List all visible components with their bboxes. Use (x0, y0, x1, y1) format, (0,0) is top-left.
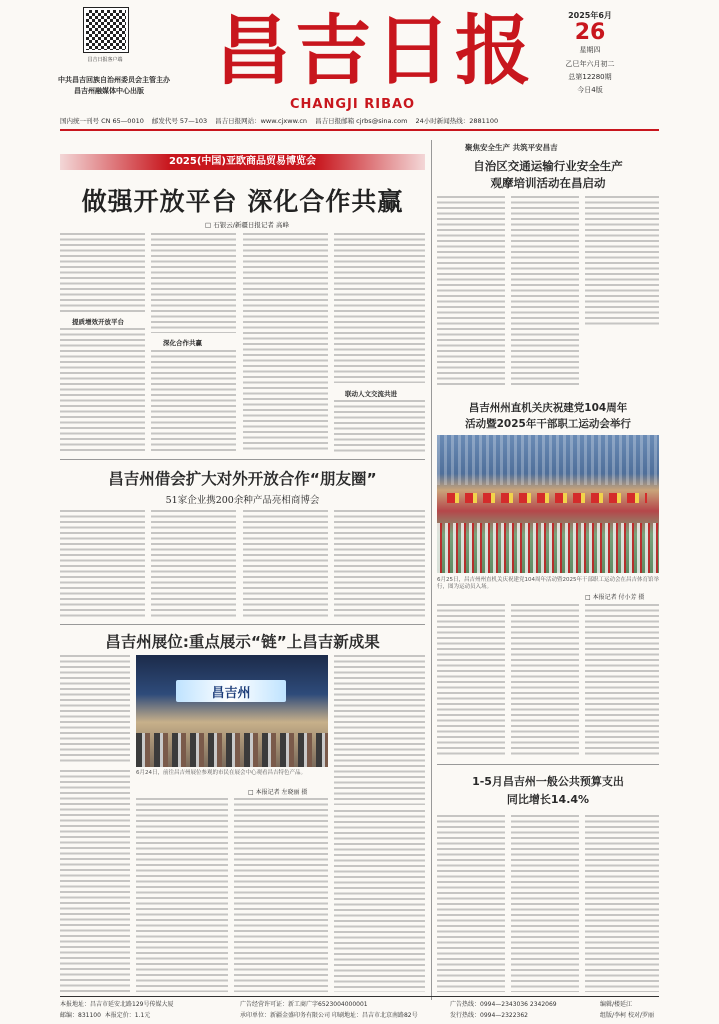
expo-banner-text: 2025(中国)亚欧商品贸易博览会 (169, 156, 316, 167)
story4-col-1 (437, 815, 505, 992)
lead-subhead-3: 联动人文交流共进 (345, 390, 397, 398)
right1-kicker: 聚焦安全生产 共筑平安昌吉 (465, 143, 558, 152)
lead-subhead-1: 提质增效开放平台 (72, 318, 124, 326)
page-count: 今日4版 (577, 86, 603, 94)
lead-byline: □ 石银云/新疆日报记者 高峰 (205, 221, 289, 229)
lead-col-4 (334, 233, 425, 383)
right1-col-3 (585, 196, 659, 326)
footer-col-1 (60, 999, 173, 1019)
right2-headline-2: 活动暨2025年干部职工运动会举行 (465, 418, 631, 430)
lead-subhead-2: 深化合作共赢 (163, 339, 202, 347)
right2-caption: 6月25日，昌吉州州直机关庆祝建党104周年活动暨2025年干部职工运动会在昌吉体育馆举行，图为运动员入场。 (437, 577, 659, 590)
right2-photo-credit: □ 本报记者 付小芳 摄 (585, 594, 645, 601)
footer (60, 999, 659, 1021)
footer-postcode-price (60, 1010, 173, 1019)
qr-label: 昌吉日报客户端 (87, 57, 123, 63)
right1-headline-1: 自治区交通运输行业安全生产 (473, 159, 623, 173)
info-cn: 国内统一刊号 CN 65—0010 (60, 117, 144, 125)
story2-col-2 (151, 510, 236, 620)
footer-layout-check (600, 1010, 654, 1019)
lead-headline: 做强开放平台 深化合作共赢 (81, 187, 404, 216)
booth-photo (136, 655, 328, 767)
story2-headline: 昌吉州借会扩大对外开放合作“朋友圈” (108, 470, 377, 488)
footer-price: 本报定价：1.1元 (104, 1012, 151, 1019)
right1-headline-2: 观摩培训活动在昌启动 (490, 176, 606, 190)
right2-col-1 (437, 604, 505, 756)
footer-print: 承印单位：新疆金盛印务有限公司 (240, 1012, 331, 1019)
qr-code (84, 8, 128, 52)
footer-printer (240, 1010, 418, 1019)
footer-ad-phone: 广告热线：0994—2343036 2342069 (450, 1001, 557, 1008)
footer-address: 本报地址：昌吉市延安北路129号传媒大厦 (60, 1001, 174, 1008)
story2-col-3 (243, 510, 328, 620)
footer-print-address: 印刷地址：昌吉市北京南路82号 (331, 1012, 418, 1019)
visitor-crowd (136, 733, 328, 767)
story2-rule (60, 459, 425, 460)
story2-subhead: 51家企业携200余种产品亮相商博会 (165, 495, 320, 506)
booth-sign-text: 昌吉州 (211, 686, 251, 701)
lead-col-2 (151, 233, 236, 333)
story4-col-3 (585, 815, 659, 992)
footer-dist-phone: 发行热线：0994—2322362 (450, 1012, 528, 1019)
stadium-seats (437, 435, 659, 485)
story3-col-2b (136, 798, 228, 992)
story3-col-4b (334, 810, 425, 992)
right1-col-2 (511, 196, 579, 386)
lunar-date: 乙巳年六月初二 (565, 60, 615, 68)
story3-col-4 (334, 655, 425, 805)
info-email: 昌吉日报邮箱 cjrbs@sina.com (315, 117, 408, 125)
footer-col-4 (600, 999, 654, 1019)
story3-caption: 6月24日，前往昌吉州展位参观的市民在展会中心观看昌吉特色产品。 (136, 770, 307, 776)
athlete-ranks (437, 523, 659, 573)
story3-headline: 昌吉州展位:重点展示“链”上昌吉新成果 (105, 633, 380, 651)
lead-col-2b (151, 350, 236, 453)
masthead-title: 昌吉日报 (215, 6, 535, 95)
sponsor-line-1: 中共昌吉回族自治州委员会主管主办 (58, 76, 170, 84)
footer-rule (60, 996, 659, 997)
story3-col-1b (60, 770, 130, 992)
story4-col-2 (511, 815, 579, 992)
footer-col-2 (240, 999, 418, 1019)
story2-col-4 (334, 510, 425, 620)
footer-ad-license: 广告经营许可证：新工商广字6523004000001 (240, 1001, 368, 1008)
date-year-month: 2025年6月 (568, 11, 612, 20)
story4-rule (437, 764, 659, 765)
story3-col-1 (60, 655, 130, 765)
story3-col-3b (234, 798, 328, 992)
date-day: 26 (574, 20, 606, 45)
flag-row (447, 493, 647, 503)
story4-headline-2: 同比增长14.4% (506, 793, 590, 806)
story4-headline-1: 1-5月昌吉州一般公共预算支出 (472, 775, 624, 788)
footer-layout: 组版/李柯 (600, 1012, 627, 1019)
info-web: 昌吉日报网站：www.cjxww.cn (215, 117, 308, 125)
info-bar (60, 116, 659, 125)
date-block (545, 10, 635, 95)
weekday: 星期四 (579, 46, 601, 54)
info-hotline: 24小时新闻热线：2881100 (415, 117, 499, 125)
footer-postcode: 邮编：831100 (60, 1012, 101, 1019)
right2-col-3 (585, 604, 659, 756)
footer-col-3 (450, 999, 557, 1019)
right2-col-2 (511, 604, 579, 756)
sponsor-line-2: 昌吉州融媒体中心出版 (74, 87, 144, 95)
masthead-pinyin: CHANGJI RIBAO (290, 97, 416, 112)
masthead-rule (60, 129, 659, 131)
lead-col-3 (243, 233, 328, 453)
footer-check: 校对/罗丽 (627, 1012, 654, 1019)
right2-headline-1: 昌吉州州直机关庆祝建党104周年 (468, 402, 628, 414)
lead-col-1 (60, 233, 145, 313)
lead-col-4b (334, 400, 425, 453)
sports-meet-photo (437, 435, 659, 573)
lead-col-1b (60, 328, 145, 453)
story3-photo-credit: □ 本报记者 左晓丽 摄 (248, 789, 308, 796)
column-divider (431, 140, 432, 1000)
footer-editors: 编辑/楼延江 (600, 1001, 633, 1008)
issue-number: 总第12280期 (568, 73, 612, 81)
right1-col-1 (437, 196, 505, 386)
story2-col-1 (60, 510, 145, 620)
info-post: 邮发代号 57—103 (151, 117, 208, 125)
story3-rule (60, 624, 425, 625)
